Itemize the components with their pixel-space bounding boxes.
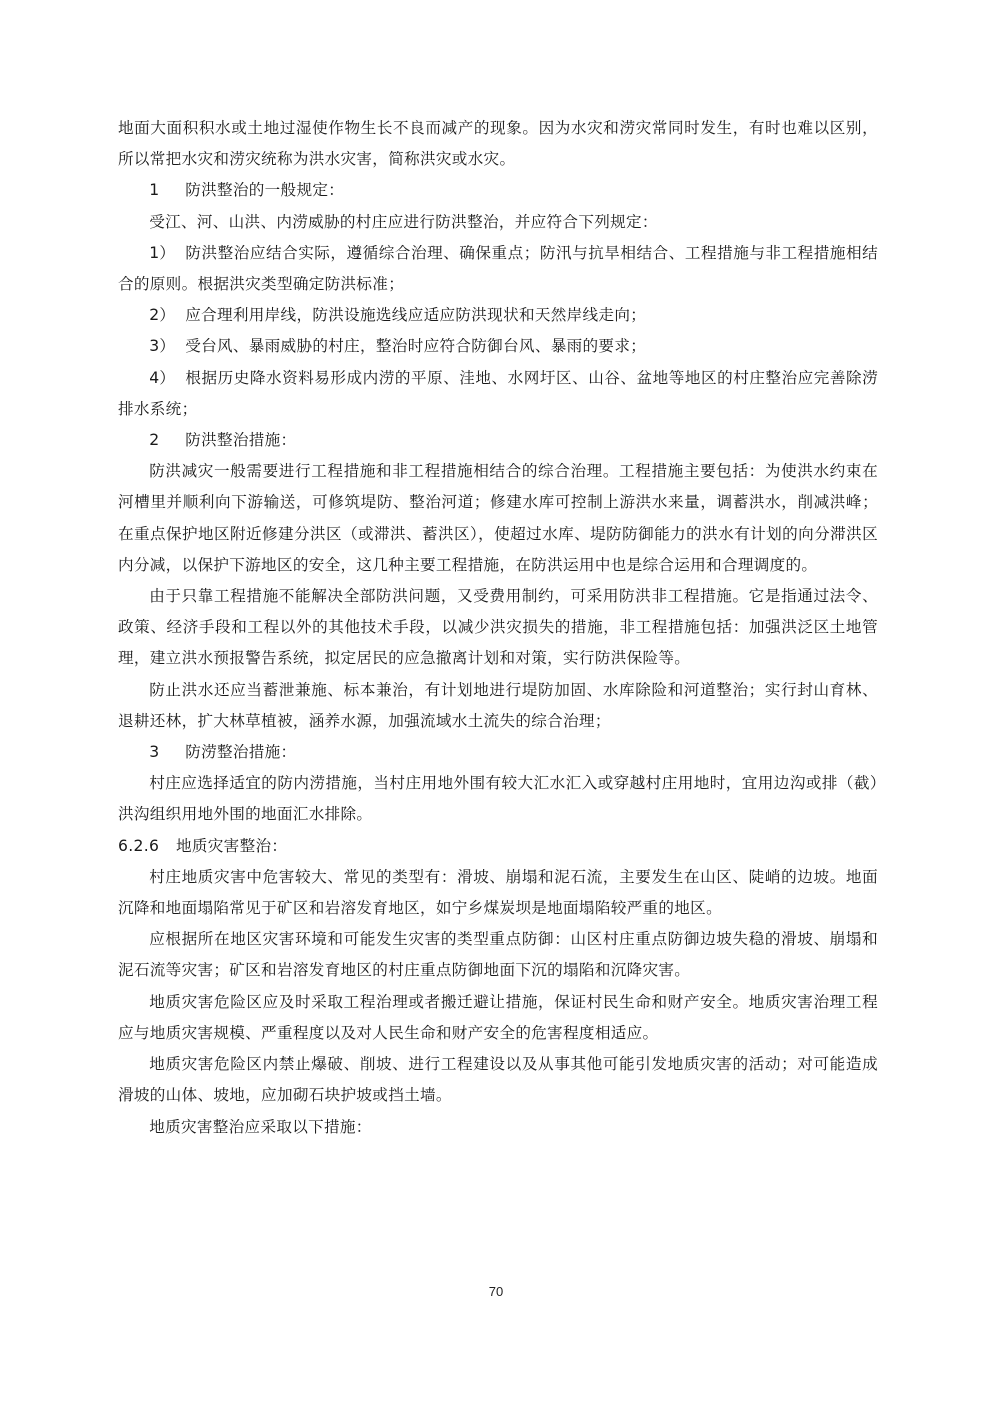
paragraph-0: 地面大面积积水或土地过湿使作物生长不良而减产的现象。因为水灾和涝灾常同时发生，有时也难以区别，所以常把水灾和涝灾统称为洪水灾害，简称洪灾或水灾。 bbox=[118, 119, 878, 169]
list-item-1 bbox=[118, 238, 878, 300]
list-item-4 bbox=[118, 363, 878, 425]
section-title: 地质灾害整治： bbox=[176, 836, 288, 855]
list-number: 1 bbox=[149, 181, 160, 200]
list-item-3 bbox=[118, 331, 878, 362]
heading-3 bbox=[118, 737, 878, 768]
list-item-text: 受台风、暴雨威胁的村庄，整治时应符合防御台风、暴雨的要求； bbox=[185, 337, 647, 356]
list-item-2 bbox=[118, 300, 878, 331]
list-item-text: 根据历史降水资料易形成内涝的平原、洼地、水网圩区、山谷、盆地等地区的村庄整治应完善除涝排水系统； bbox=[118, 368, 878, 418]
heading-text: 防涝整治措施： bbox=[185, 743, 297, 762]
heading-2 bbox=[118, 425, 878, 456]
body-text bbox=[118, 113, 878, 1143]
paragraph-14: 村庄地质灾害中危害较大、常见的类型有：滑坡、崩塌和泥石流，主要发生在山区、陡峭的边坡。地面沉降和地面塌陷常见于矿区和岩溶发育地区，如宁乡煤炭坝是地面塌陷较严重的地区。 bbox=[118, 867, 878, 918]
list-number: 4） bbox=[149, 368, 176, 387]
paragraph-18: 地质灾害整治应采取以下措施： bbox=[149, 1117, 372, 1136]
heading-1 bbox=[118, 175, 878, 206]
list-number: 1） bbox=[149, 243, 176, 262]
paragraph-9: 由于只靠工程措施不能解决全部防洪问题，又受费用制约，可采用防洪非工程措施。它是指通过法令、政策、经济手段和工程以外的其他技术手段，以减少洪灾损失的措施，非工程措施包括：加强洪泛区土地管理，建立洪水预报警告系统，拟定居民的应急撤离计划和对策，实行防洪保险等。 bbox=[118, 587, 878, 668]
paragraph-10: 防止洪水还应当蓄泄兼施、标本兼治，有计划地进行堤防加固、水库除险和河道整治；实行封山育林、退耕还林，扩大林草植被，涵养水源，加强流域水土流失的综合治理； bbox=[118, 680, 878, 730]
list-number: 2 bbox=[149, 431, 160, 450]
list-number: 3 bbox=[149, 743, 160, 762]
paragraph-8: 防洪减灾一般需要进行工程措施和非工程措施相结合的综合治理。工程措施主要包括：为使洪水约束在河槽里并顺利向下游输送，可修筑堤防、整治河道；修建水库可控制上游洪水来量，调蓄洪水，削减洪峰；在重点保护地区附近修建分洪区（或滞洪、蓄洪区），使超过水库、堤防防御能力的洪水有计划的向分滞洪区内分减，以保护下游地区的安全，这几种主要工程措施，在防洪运用中也是综合运用和合理调度的。 bbox=[118, 462, 878, 574]
paragraph-17: 地质灾害危险区内禁止爆破、削坡、进行工程建设以及从事其他可能引发地质灾害的活动；对可能造成滑坡的山体、坡地，应加砌石块护坡或挡土墙。 bbox=[118, 1055, 878, 1105]
section-heading bbox=[118, 831, 878, 862]
paragraph-12: 村庄应选择适宜的防内涝措施，当村庄用地外围有较大汇水汇入或穿越村庄用地时，宜用边沟或排（截）洪沟组织用地外围的地面汇水排除。 bbox=[118, 774, 878, 824]
heading-text: 防洪整治的一般规定： bbox=[185, 181, 345, 200]
list-number: 2） bbox=[149, 306, 176, 325]
page-number: 70 bbox=[488, 1284, 504, 1299]
heading-text: 防洪整治措施： bbox=[185, 431, 297, 450]
list-number: 3） bbox=[149, 337, 176, 356]
paragraph-16: 地质灾害危险区应及时采取工程治理或者搬迁避让措施，保证村民生命和财产安全。地质灾害治理工程应与地质灾害规模、严重程度以及对人民生命和财产安全的危害程度相适应。 bbox=[118, 992, 878, 1042]
list-item-text: 防洪整治应结合实际，遵循综合治理、确保重点；防汛与抗旱相结合、工程措施与非工程措施相结合的原则。根据洪灾类型确定防洪标准； bbox=[118, 243, 878, 294]
list-item-text: 应合理利用岸线，防洪设施选线应适应防洪现状和天然岸线走向； bbox=[185, 306, 647, 325]
section-number: 6.2.6 bbox=[118, 836, 160, 855]
paragraph-15: 应根据所在地区灾害环境和可能发生灾害的类型重点防御：山区村庄重点防御边坡失稳的滑坡、崩塌和泥石流等灾害；矿区和岩溶发育地区的村庄重点防御地面下沉的塌陷和沉降灾害。 bbox=[118, 930, 878, 980]
paragraph-2: 受江、河、山洪、内涝威胁的村庄应进行防洪整治，并应符合下列规定： bbox=[149, 212, 658, 231]
